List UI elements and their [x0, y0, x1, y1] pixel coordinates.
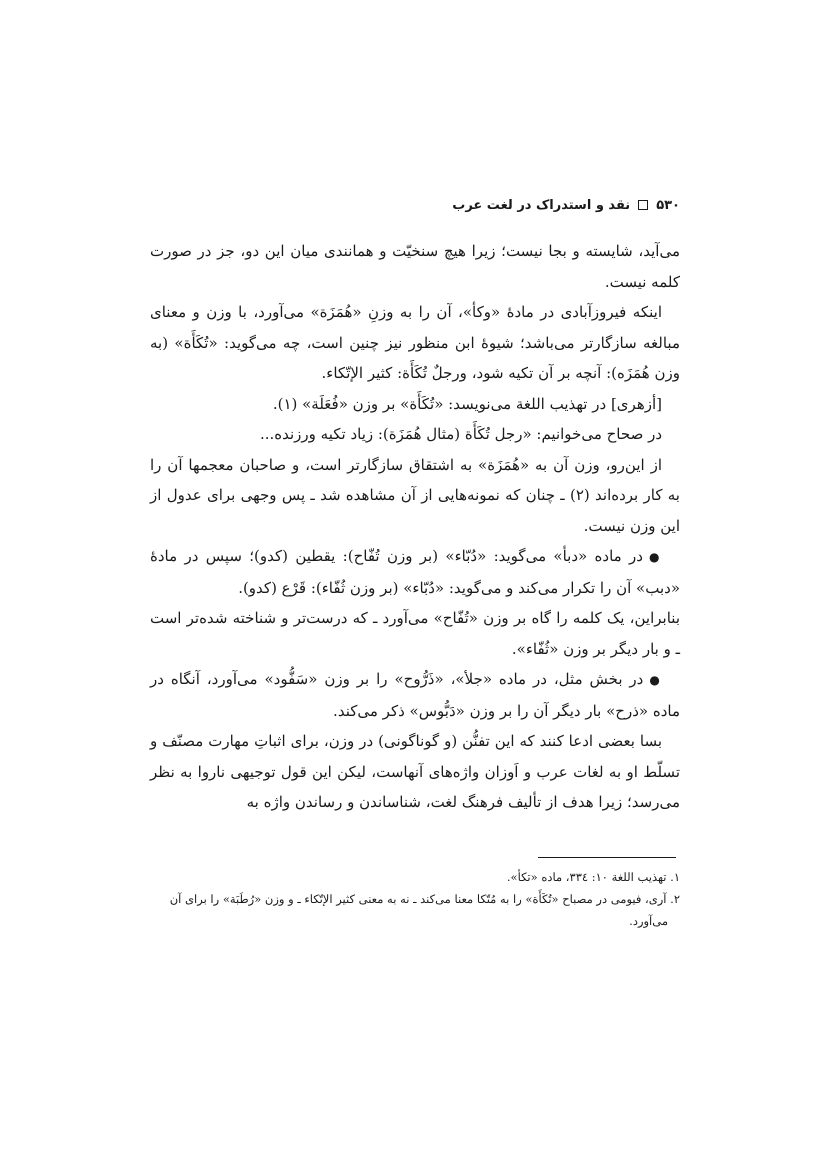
bullet-icon [643, 670, 662, 688]
running-header [150, 193, 680, 217]
paragraph: بنابراین، یک کلمه را گاه بر وزن «تُفّاح» می‌آورد ـ که درست‌تر و شناخته شده‌تر است ـ و بار دیگر بر وزن «ثُفّاء». [150, 609, 680, 658]
paragraph: بسا بعضی ادعا کنند که این تفنُّن (و گوناگونی) در وزن، برای اثباتِ مهارت مصنّف و تسلّط او به لغات عرب و اَوزان واژه‌های آنهاست، لیکن این قول توجیهی ناروا به نظر می‌رسد؛ زیرا هدف از تألیف فرهنگ لغت، شناساندن و رساندن واژه به [150, 732, 680, 811]
paragraph: [أزهری] در تهذیب اللغة می‌نویسد: «تُكَأَة» بر وزن «فُعَلَة» (۱). [272, 394, 662, 413]
page-number: ۵۳۰ [656, 197, 680, 213]
footnote-divider [538, 857, 676, 858]
footnotes [150, 866, 680, 932]
bullet-paragraph [150, 664, 680, 726]
bullet-icon [643, 547, 662, 565]
paragraph: از این‌رو، وزن آن به «هُمَزَة» به اشتقاق سازگارتر است، و صاحبان معجمها آن را به کار برده‌اند (۲) ـ چنان که نمونه‌هایی از آن مشاهده شد ـ پس وجهی برای عدول از این وزن نیست. [150, 455, 680, 535]
paragraph: اینکه فیروزآبادی در مادهٔ «وکأ»، آن را به وزنِ «هُمَزَة» می‌آورد، با وزن و معنای مبالغه سازگارتر می‌باشد؛ شیوهٔ ابن منظور نیز چنین است، چه می‌گوید: «تُكَأَة» (به وزن هُمَزَه): آنچه بر آن تکیه شود، ورجلٌ تُكَأَة: كثير الإتّكاء. [150, 303, 680, 382]
bullet-paragraph [150, 541, 680, 603]
paragraph: در صحاح می‌خوانیم: «رجل تُكَأَة (مثال هُمَزَة): زیاد تکیه ورزنده... [259, 425, 662, 443]
footnote: ۲. آری، فیومی در مصباح «تُكَأَة» را به مُتّكا معنا می‌کند ـ نه به معنی كثير الإتّكاء ـ و وزن «رُطَبَة» را برای آن می‌آورد. [169, 892, 680, 928]
paragraph: می‌آید، شایسته و بجا نیست؛ زیرا هیچ سنخیّت و همانندی میان این دو، جز در صورت کلمه نیست. [150, 242, 680, 291]
footnote: ۱. تهذیب اللغة ۱۰: ۳۳٤، ماده «تكأ». [506, 870, 680, 884]
square-box-icon [638, 200, 648, 210]
body-text [150, 236, 680, 818]
bullet-text: در ماده «دبأ» می‌گوید: «دُبّاء» (بر وزن تُفّاح): يقطين (کدو)؛ سپس در مادهٔ «دبب» آن را تکرار می‌کند و می‌گوید: «دُبّاء» (بر وزن ثُفّاء): قَرْع (کدو). [150, 547, 680, 597]
running-title: نقد و استدراک در لغت عرب [452, 197, 631, 213]
bullet-text: در بخش مثل، در ماده «جلأ»، «ذَرُّوح» را بر وزن «سَفُّود» می‌آورد، آنگاه در ماده «ذرح» بار دیگر آن را بر وزن «دَبُّوس» ذکر می‌کند. [150, 670, 680, 720]
